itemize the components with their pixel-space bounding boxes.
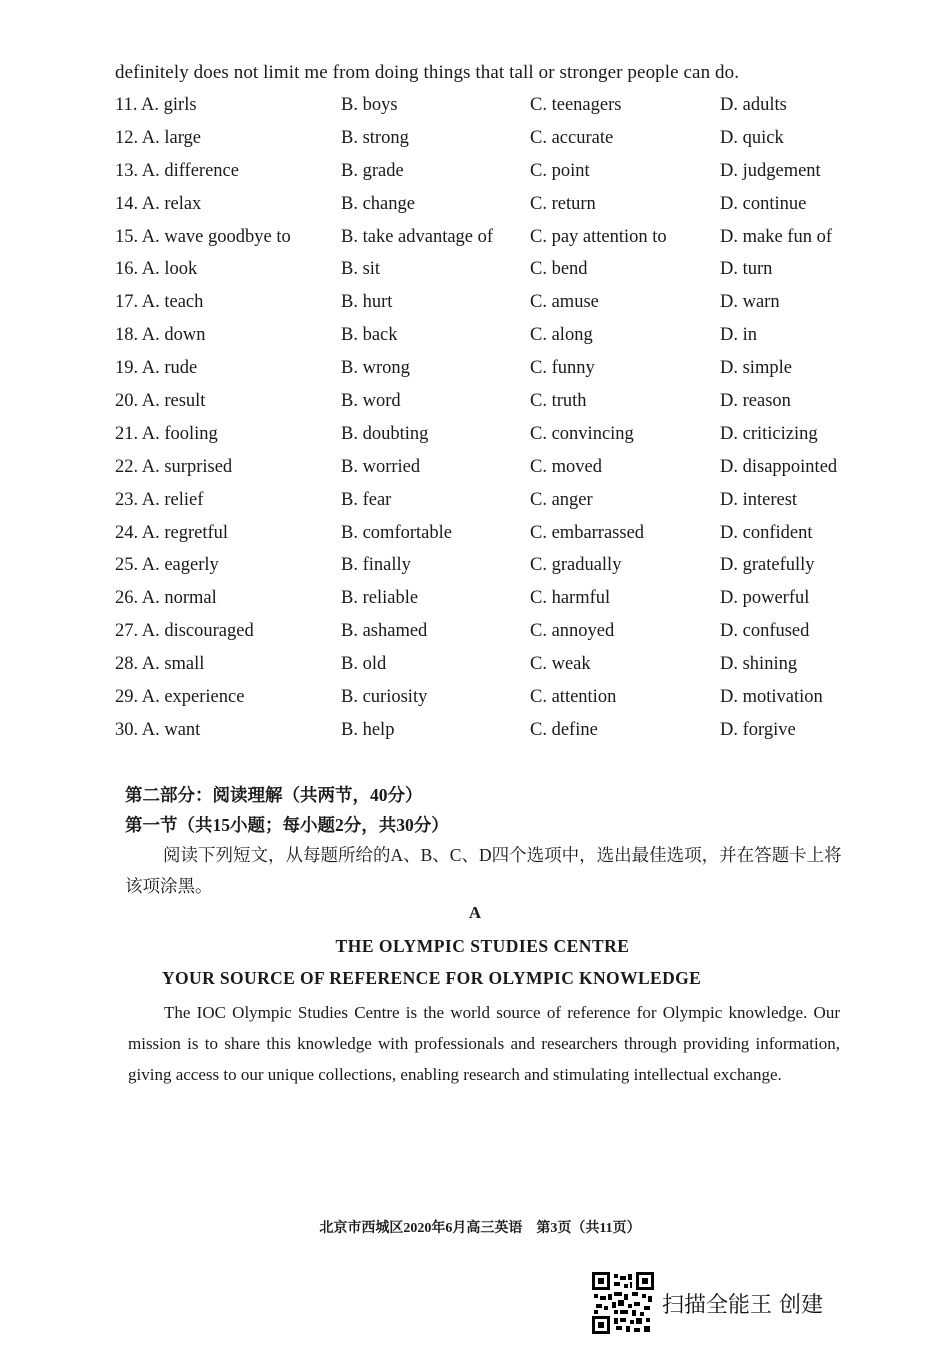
option-row xyxy=(115,161,855,194)
option-row xyxy=(115,424,855,457)
option-b: B. fear xyxy=(341,489,392,510)
option-a: 27. A. discouraged xyxy=(115,621,254,642)
option-row xyxy=(115,555,855,588)
option-row xyxy=(115,621,855,654)
option-b: B. word xyxy=(341,391,401,412)
option-d: D. judgement xyxy=(720,160,821,181)
option-a: 11. A. girls xyxy=(115,95,197,115)
option-b: B. sit xyxy=(341,259,381,280)
passage-subtitle: YOUR SOURCE OF REFERENCE FOR OLYMPIC KNOWLEDGE xyxy=(162,968,702,988)
cloze-options xyxy=(115,95,855,753)
option-b: B. help xyxy=(341,719,395,740)
option-row xyxy=(115,358,855,391)
passage-title: THE OLYMPIC STUDIES CENTRE xyxy=(335,936,630,956)
option-row xyxy=(115,194,855,227)
option-a: 18. A. down xyxy=(115,325,206,346)
option-b: B. reliable xyxy=(341,588,419,609)
option-d: D. in xyxy=(720,325,757,346)
option-b: B. finally xyxy=(341,555,411,576)
option-d: D. continue xyxy=(720,193,807,214)
option-a: 12. A. large xyxy=(115,127,201,148)
option-row xyxy=(115,325,855,358)
option-d: D. powerful xyxy=(720,588,810,609)
option-d: D. disappointed xyxy=(720,456,838,477)
option-d: D. criticizing xyxy=(720,423,818,444)
option-c: C. funny xyxy=(530,358,595,379)
option-c: C. amuse xyxy=(530,292,599,313)
option-d: D. motivation xyxy=(720,687,823,708)
option-d: D. shining xyxy=(720,654,798,675)
option-d: D. simple xyxy=(720,358,792,379)
passage-body: The IOC Olympic Studies Centre is the world source of reference for Olympic knowledge. Our mission is to share this knowledge with professionals and researchers through providing information, giving access to our unique collections, enabling research and stimulating intellectual exchange. xyxy=(128,1003,840,1084)
option-c: C. embarrassed xyxy=(530,522,645,543)
option-a: 13. A. difference xyxy=(115,160,239,181)
option-c: C. along xyxy=(530,325,593,346)
option-row xyxy=(115,259,855,292)
option-b: B. strong xyxy=(341,127,409,148)
option-a: 14. A. relax xyxy=(115,193,202,214)
option-c: C. anger xyxy=(530,489,593,510)
option-c: C. moved xyxy=(530,456,602,477)
option-a: 29. A. experience xyxy=(115,687,245,708)
qr-code-icon xyxy=(592,1272,654,1334)
option-a: 24. A. regretful xyxy=(115,522,229,543)
passage-label: A xyxy=(468,903,482,922)
option-b: B. change xyxy=(341,193,415,214)
option-c: C. annoyed xyxy=(530,621,615,642)
option-a: 21. A. fooling xyxy=(115,423,218,444)
option-d: D. make fun of xyxy=(720,226,832,247)
option-a: 30. A. want xyxy=(115,719,201,740)
option-c: C. define xyxy=(530,719,598,740)
option-a: 26. A. normal xyxy=(115,588,217,609)
option-row xyxy=(115,95,855,128)
page-footer: 北京市西城区2020年6月高三英语 第3页（共11页） xyxy=(319,1221,641,1236)
option-c: C. convincing xyxy=(530,423,634,444)
option-d: D. forgive xyxy=(720,719,796,740)
option-b: B. wrong xyxy=(341,358,410,379)
option-row xyxy=(115,588,855,621)
scanner-text: 扫描全能王 创建 xyxy=(662,1293,823,1318)
option-b: B. ashamed xyxy=(341,621,428,642)
option-b: B. back xyxy=(341,325,398,346)
option-b: B. grade xyxy=(341,160,404,181)
option-a: 20. A. result xyxy=(115,391,206,412)
option-d: D. confused xyxy=(720,621,810,642)
option-b: B. worried xyxy=(341,456,421,477)
option-b: B. hurt xyxy=(341,292,393,313)
scanner-watermark xyxy=(592,1272,852,1334)
option-row xyxy=(115,654,855,687)
option-row xyxy=(115,687,855,720)
option-d: D. warn xyxy=(720,292,780,313)
option-d: D. confident xyxy=(720,522,813,543)
option-c: C. accurate xyxy=(530,127,614,148)
option-b: B. curiosity xyxy=(341,687,428,708)
option-a: 25. A. eagerly xyxy=(115,555,219,576)
option-c: C. gradually xyxy=(530,555,622,576)
option-c: C. point xyxy=(530,160,590,181)
option-a: 19. A. rude xyxy=(115,358,198,379)
option-row xyxy=(115,227,855,260)
option-b: B. comfortable xyxy=(341,522,452,543)
option-d: D. turn xyxy=(720,259,773,280)
intro-line: definitely does not limit me from doing things that tall or stronger people can do. xyxy=(115,62,740,83)
option-row xyxy=(115,457,855,490)
option-a: 17. A. teach xyxy=(115,292,204,313)
option-row xyxy=(115,292,855,325)
part2-heading: 第二部分：阅读理解（共两节，40分） xyxy=(125,785,423,805)
section1-heading: 第一节（共15小题；每小题2分，共30分） xyxy=(125,815,449,835)
option-row xyxy=(115,523,855,556)
option-c: C. bend xyxy=(530,259,588,280)
option-c: C. attention xyxy=(530,687,617,708)
option-row xyxy=(115,128,855,161)
option-c: C. return xyxy=(530,193,596,214)
option-row xyxy=(115,720,855,753)
option-c: C. truth xyxy=(530,391,587,412)
option-c: C. teenagers xyxy=(530,95,622,115)
option-d: D. gratefully xyxy=(720,555,815,576)
option-b: B. doubting xyxy=(341,423,429,444)
option-d: D. reason xyxy=(720,391,791,412)
option-b: B. take advantage of xyxy=(341,226,494,247)
option-a: 28. A. small xyxy=(115,654,205,675)
option-c: C. pay attention to xyxy=(530,226,667,247)
option-b: B. old xyxy=(341,654,387,675)
option-a: 23. A. relief xyxy=(115,489,204,510)
option-a: 16. A. look xyxy=(115,259,198,280)
option-b: B. boys xyxy=(341,95,398,115)
reading-instruction: 阅读下列短文，从每题所给的A、B、C、D四个选项中，选出最佳选项，并在答题卡上将该项涂黑。 xyxy=(125,845,842,896)
option-d: D. adults xyxy=(720,95,787,115)
option-row xyxy=(115,391,855,424)
option-d: D. interest xyxy=(720,489,798,510)
option-c: C. harmful xyxy=(530,588,611,609)
option-c: C. weak xyxy=(530,654,591,675)
option-row xyxy=(115,490,855,523)
option-d: D. quick xyxy=(720,127,784,148)
option-a: 15. A. wave goodbye to xyxy=(115,226,291,247)
option-a: 22. A. surprised xyxy=(115,456,233,477)
